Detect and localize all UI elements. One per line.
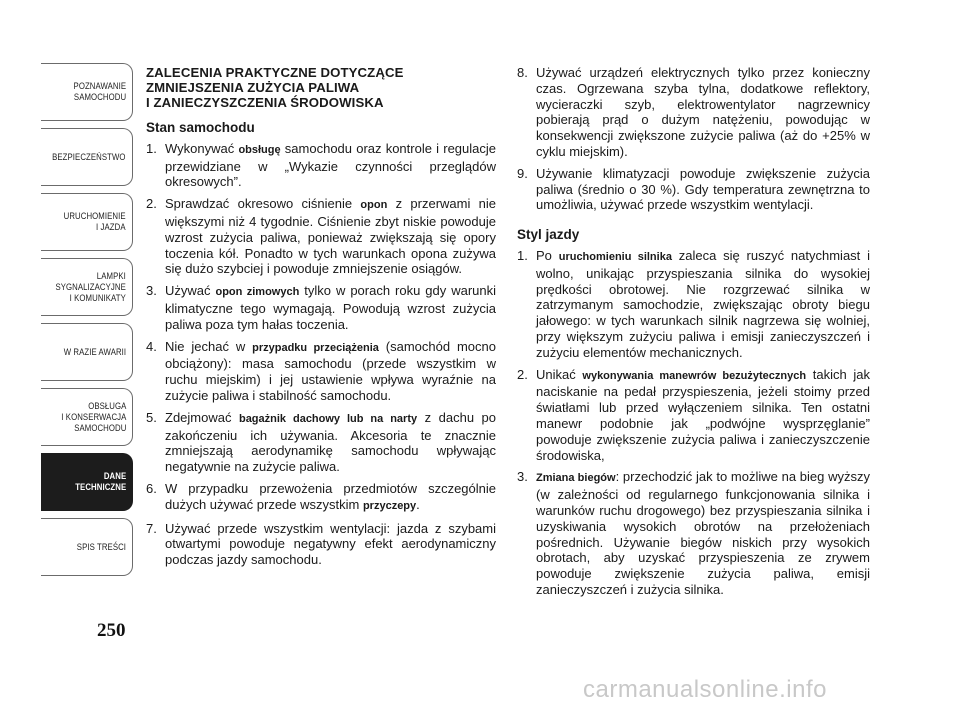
item-text-pre: Zdejmować	[165, 409, 239, 425]
item-emphasis: uruchomieniu silnika	[558, 250, 672, 263]
item-text	[165, 410, 496, 474]
item-number: 2.	[146, 196, 157, 212]
list-item	[517, 367, 870, 464]
item-number: 1.	[517, 247, 528, 263]
item-number: 4.	[146, 338, 157, 354]
subheading-vehicle-condition: Stan samochodu	[146, 120, 255, 135]
item-text	[536, 65, 870, 159]
item-text-pre: Nie jechać w	[165, 338, 253, 354]
heading-line: ZMNIEJSZENIA ZUŻYCIA PALIWA	[146, 80, 360, 95]
section-heading	[146, 65, 496, 110]
right-column	[517, 65, 870, 604]
watermark: carmanualsonline.info	[583, 676, 827, 703]
item-number: 5.	[146, 409, 157, 425]
tab-spis-tresci[interactable]	[41, 518, 133, 576]
item-text-post: z przerwami nie większymi niż 4 tygodnie. Ciśnienie zbyt niskie powoduje wzrost zużycia paliwa, ponieważ zwiększają się opory toczenia kół. Ponadto w tych warunkach opona zużywa się dużo szybciej i powoduje zmniejszenie osiągów.	[165, 196, 496, 277]
list-item	[517, 166, 870, 213]
tab-label: BEZPIECZEŃSTWO	[52, 151, 126, 163]
list-item	[146, 141, 496, 190]
item-emphasis: Zmiana biegów	[536, 472, 616, 485]
item-text-post: zaleca się ruszyć natychmiast i wolno, unikając przyspieszania silnika do wysokiej prędkości obrotowej. Nie rozgrzewać silnika w zatrzymanym samochodzie, zwiększając obroty biegu jałowego: w tych warunkach silnik nagrzewa się wolniej, przy większym zużyciu paliwa i emisji zanieczyszczeń i zużyciu elementów mechanicznych.	[536, 247, 870, 360]
item-text-pre: W przypadku przewożenia przedmiotów szczególnie dużych używać przede wszystkim	[165, 480, 496, 512]
item-text	[536, 166, 870, 213]
tab-lampki-sygnalizacyjne[interactable]	[41, 258, 133, 316]
item-text-pre: Używać przede wszystkim wentylacji: jazda z szybami otwartymi powoduje negatywny efekt aerodynamiczny podczas jazdy samochodu.	[165, 520, 496, 568]
item-number: 9.	[517, 165, 528, 181]
heading-line: I ZANIECZYSZCZENIA ŚRODOWISKA	[146, 95, 384, 110]
item-text-post: samochodu oraz kontrole i regulacje przewidziane w „Wykazie czynności przeglądów okresowych”.	[165, 140, 496, 190]
right-list	[517, 248, 870, 598]
item-text	[165, 196, 496, 276]
tab-label: SPIS TREŚCI	[76, 541, 126, 553]
item-emphasis: bagażnik dachowy lub na narty	[238, 412, 418, 425]
item-number: 3.	[146, 283, 157, 299]
list-item	[146, 283, 496, 332]
item-text-pre: Wykonywać	[165, 140, 239, 156]
left-list	[146, 141, 496, 568]
item-text-pre: Używanie klimatyzacji powoduje zwiększenie zużycia paliwa (średnio o 30 %). Gdy temperatura zewnętrzna to umożliwia, używać przede wszystkim wentylacji.	[536, 165, 870, 213]
tab-dane-techniczne[interactable]	[41, 453, 133, 511]
heading-line: ZALECENIA PRAKTYCZNE DOTYCZĄCE	[146, 65, 404, 80]
item-text	[165, 339, 496, 403]
item-number: 2.	[517, 366, 528, 382]
item-text-post: z dachu po zakończeniu ich używania. Akcesoria te znacznie zmniejszają aerodynamikę samochodu wpływając negatywnie na zużycie paliwa.	[165, 409, 497, 475]
list-item	[146, 410, 496, 475]
item-number: 1.	[146, 140, 157, 156]
item-text-pre: Unikać	[536, 366, 583, 382]
tab-uruchomienie-i-jazda[interactable]	[41, 193, 133, 251]
item-text-pre: Używać urządzeń elektrycznych tylko przez konieczny czas. Ogrzewana szyba tylna, dodatkowe reflektory, wycieraczki szyb, elektrowentylator nagrzewnicy pobierają prąd o dużym natężeniu, powodując w konsekwencji zwiększone zużycie paliwa (aż do +25% w cyklu miejskim).	[536, 65, 870, 159]
item-text-pre: Używać	[165, 283, 216, 299]
item-emphasis: opon zimowych	[215, 286, 300, 299]
tab-obsluga-i-konserwacja[interactable]	[41, 388, 133, 446]
item-number: 6.	[146, 480, 157, 496]
list-item	[517, 469, 870, 597]
item-text	[165, 521, 496, 568]
item-number: 3.	[517, 469, 528, 485]
item-text-post: (samochód mocno obciążony): masa samochodu (przede wszystkim w ruchu miejskim) i jej ustawienie wpływa wyraźnie na zużycie paliwa i stabilność samochodu.	[165, 338, 496, 403]
item-text	[536, 367, 870, 463]
page-number: 250	[97, 620, 126, 641]
list-item	[146, 196, 496, 277]
item-text-post: : przechodzić jak to możliwe na bieg wyższy (w zależności od regularnego funkcjonowania silnika i warunków ruchu drogowego) bez przyspieszania silnika i uzyskiwania wysokich obrotów na przełożeniach pośrednich. Używanie biegów niskich przy wysokich obrotach, aby uzyskać przyspieszenia ze zrywem powoduje zwiększenie zużycia paliwa, emisji zanieczyszczeń i zużycia silnika.	[536, 469, 870, 597]
list-item	[146, 521, 496, 568]
item-text-pre: Po	[536, 247, 559, 263]
item-text	[536, 248, 870, 360]
item-number: 7.	[146, 520, 157, 536]
tab-poznawanie-samochodu[interactable]	[41, 63, 133, 121]
subheading-driving-style: Styl jazdy	[517, 227, 580, 243]
list-item	[146, 481, 496, 515]
chapter-tabs	[41, 63, 133, 583]
item-text-post: .	[416, 496, 420, 512]
item-text	[165, 481, 496, 512]
tab-label: OBSŁUGA I KONSERWACJA SAMOCHODU	[60, 400, 126, 434]
tab-label: URUCHOMIENIE I JAZDA	[63, 211, 126, 233]
item-number: 8.	[517, 65, 528, 80]
tab-w-razie-awarii[interactable]	[41, 323, 133, 381]
item-emphasis: wykonywania manewrów bezużytecznych	[582, 369, 807, 382]
tab-label: DANE TECHNICZNE	[74, 471, 126, 493]
item-emphasis: obsługę	[238, 143, 281, 156]
right-list-top	[517, 65, 870, 213]
item-text-post: tylko w porach roku gdy warunki klimatyczne tego wymagają. Powodują wzrost zużycia paliwa poza tym hałas toczenia.	[165, 283, 496, 332]
item-emphasis: opon	[360, 199, 388, 212]
item-text	[165, 283, 496, 332]
item-text-post: takich jak naciskanie na pedał przyspieszenia, jeżeli stoimy przed światłami lub przed wyłączeniem silnika. Ten ostatni manewr podobnie jak „podwójne wysprzęglanie” powoduje zwiększenie zużycia paliwa i zanieczyszczenie środowiska,	[536, 366, 870, 463]
list-item	[146, 339, 496, 404]
list-item	[517, 248, 870, 361]
item-text	[165, 141, 496, 190]
tab-label: POZNAWANIE SAMOCHODU	[73, 81, 126, 103]
item-text-pre: Sprawdzać okresowo ciśnienie	[165, 196, 361, 212]
item-emphasis: przyczepy	[362, 499, 417, 512]
item-emphasis: przypadku przeciążenia	[252, 341, 379, 354]
tab-bezpieczenstwo[interactable]	[41, 128, 133, 186]
item-text	[536, 469, 870, 597]
tab-label: W RAZIE AWARII	[63, 346, 126, 358]
tab-label: LAMPKI SYGNALIZACYJNE I KOMUNIKATY	[55, 270, 126, 304]
left-column	[146, 65, 496, 574]
list-item	[517, 65, 870, 160]
